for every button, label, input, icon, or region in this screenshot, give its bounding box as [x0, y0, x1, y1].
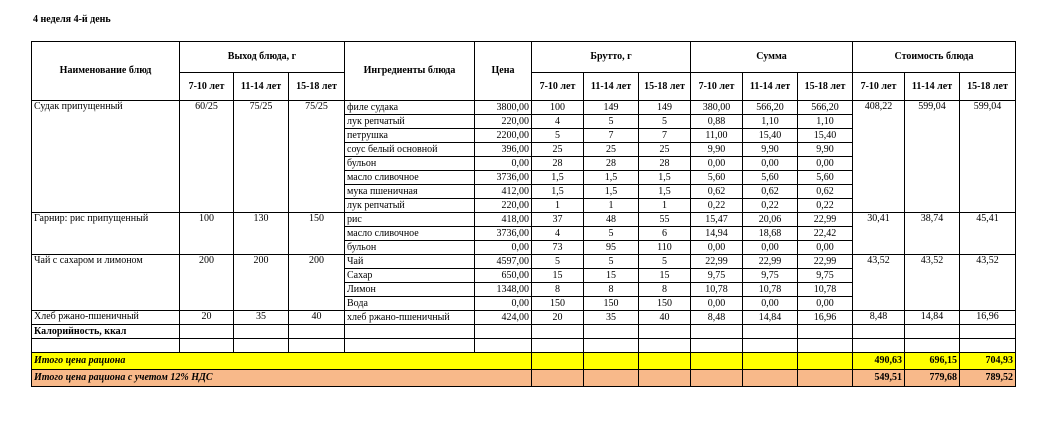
brutto-value: 5	[532, 255, 584, 269]
sum-value: 15,40	[798, 129, 853, 143]
sum-value: 566,20	[798, 101, 853, 115]
ingredient-name: Лимон	[345, 283, 475, 297]
sum-value: 0,00	[798, 241, 853, 255]
sum-value: 22,42	[798, 227, 853, 241]
brutto-value: 1,5	[532, 171, 584, 185]
sum-value: 22,99	[691, 255, 743, 269]
brutto-value: 5	[584, 255, 639, 269]
ingredient-name: масло сливочное	[345, 171, 475, 185]
total-vat-label: Итого цена рациона с учетом 12% НДС	[32, 370, 532, 387]
table-row	[32, 255, 1016, 269]
brutto-value: 73	[532, 241, 584, 255]
dish-cost: 599,04	[960, 101, 1016, 213]
ingredient-name: бульон	[345, 241, 475, 255]
ingredient-name: филе судака	[345, 101, 475, 115]
sum-value: 0,00	[691, 241, 743, 255]
brutto-value: 8	[532, 283, 584, 297]
brutto-value: 1,5	[584, 171, 639, 185]
sum-value: 0,00	[798, 297, 853, 311]
total-vat-value: 779,68	[905, 370, 960, 387]
table-row	[32, 213, 1016, 227]
brutto-value: 7	[584, 129, 639, 143]
brutto-value: 40	[639, 311, 691, 325]
dish-cost: 408,22	[853, 101, 905, 213]
header-cost-age1: 7-10 лет	[853, 73, 905, 101]
brutto-value: 8	[584, 283, 639, 297]
header-name: Наименование блюд	[32, 42, 180, 101]
ingredient-price: 396,00	[475, 143, 532, 157]
dish-yield: 75/25	[289, 101, 345, 213]
dish-yield: 40	[289, 311, 345, 325]
header-brutto-age1: 7-10 лет	[532, 73, 584, 101]
brutto-value: 149	[584, 101, 639, 115]
header-brutto: Брутто, г	[532, 42, 691, 73]
ingredient-price: 4597,00	[475, 255, 532, 269]
ingredient-price: 418,00	[475, 213, 532, 227]
dish-yield: 150	[289, 213, 345, 255]
ingredient-name: рис	[345, 213, 475, 227]
ingredient-name: масло сливочное	[345, 227, 475, 241]
header-cost-age2: 11-14 лет	[905, 73, 960, 101]
brutto-value: 150	[639, 297, 691, 311]
ingredient-name: Вода	[345, 297, 475, 311]
ingredient-price: 650,00	[475, 269, 532, 283]
sum-value: 0,22	[743, 199, 798, 213]
sum-value: 0,62	[798, 185, 853, 199]
sum-value: 8,48	[691, 311, 743, 325]
brutto-value: 110	[639, 241, 691, 255]
header-sum-age1: 7-10 лет	[691, 73, 743, 101]
header-cost: Стоимость блюда	[853, 42, 1016, 73]
header-brutto-age3: 15-18 лет	[639, 73, 691, 101]
dish-yield: 75/25	[234, 101, 289, 213]
dish-name: Гарнир: рис припущенный	[32, 213, 180, 255]
ingredient-price: 0,00	[475, 297, 532, 311]
header-yield: Выход блюда, г	[180, 42, 345, 73]
ingredient-price: 2200,00	[475, 129, 532, 143]
sum-value: 10,78	[798, 283, 853, 297]
brutto-value: 1,5	[532, 185, 584, 199]
ingredient-price: 3800,00	[475, 101, 532, 115]
brutto-value: 100	[532, 101, 584, 115]
sum-value: 0,00	[743, 157, 798, 171]
ingredient-price: 424,00	[475, 311, 532, 325]
total-vat-value: 549,51	[853, 370, 905, 387]
brutto-value: 1,5	[584, 185, 639, 199]
dish-yield: 200	[289, 255, 345, 311]
brutto-value: 8	[639, 283, 691, 297]
dish-cost: 8,48	[853, 311, 905, 325]
sum-value: 15,40	[743, 129, 798, 143]
brutto-value: 4	[532, 115, 584, 129]
dish-name: Хлеб ржано-пшеничный	[32, 311, 180, 325]
brutto-value: 5	[639, 255, 691, 269]
brutto-value: 4	[532, 227, 584, 241]
ingredient-name: лук репчатый	[345, 115, 475, 129]
header-sum-age3: 15-18 лет	[798, 73, 853, 101]
dish-cost: 599,04	[905, 101, 960, 213]
brutto-value: 150	[532, 297, 584, 311]
sum-value: 9,75	[691, 269, 743, 283]
brutto-value: 28	[584, 157, 639, 171]
brutto-value: 28	[639, 157, 691, 171]
sum-value: 5,60	[691, 171, 743, 185]
sum-value: 5,60	[743, 171, 798, 185]
sum-value: 0,22	[798, 199, 853, 213]
dish-rows	[32, 101, 1016, 325]
brutto-value: 35	[584, 311, 639, 325]
brutto-value: 95	[584, 241, 639, 255]
total-vat-row	[32, 370, 1016, 387]
brutto-value: 1	[639, 199, 691, 213]
sum-value: 9,90	[691, 143, 743, 157]
sum-value: 9,75	[743, 269, 798, 283]
brutto-value: 20	[532, 311, 584, 325]
sum-value: 18,68	[743, 227, 798, 241]
sum-value: 0,00	[691, 157, 743, 171]
sum-value: 0,00	[743, 297, 798, 311]
dish-yield: 35	[234, 311, 289, 325]
dish-yield: 60/25	[180, 101, 234, 213]
sum-value: 9,90	[798, 143, 853, 157]
sum-value: 1,10	[743, 115, 798, 129]
dish-yield: 20	[180, 311, 234, 325]
ingredient-price: 3736,00	[475, 227, 532, 241]
total-row	[32, 353, 1016, 370]
total-value: 696,15	[905, 353, 960, 370]
header-cost-age3: 15-18 лет	[960, 73, 1016, 101]
dish-cost: 16,96	[960, 311, 1016, 325]
ingredient-name: бульон	[345, 157, 475, 171]
sum-value: 0,62	[691, 185, 743, 199]
ingredient-name: мука пшеничная	[345, 185, 475, 199]
brutto-value: 25	[584, 143, 639, 157]
brutto-value: 48	[584, 213, 639, 227]
calories-label: Калорийность, ккал	[32, 325, 180, 339]
brutto-value: 5	[532, 129, 584, 143]
brutto-value: 15	[584, 269, 639, 283]
sum-value: 0,22	[691, 199, 743, 213]
sum-value: 14,94	[691, 227, 743, 241]
header-price: Цена	[475, 42, 532, 101]
brutto-value: 1	[584, 199, 639, 213]
brutto-value: 1,5	[639, 185, 691, 199]
table-row	[32, 311, 1016, 325]
sum-value: 0,00	[743, 241, 798, 255]
sum-value: 0,62	[743, 185, 798, 199]
dish-cost: 45,41	[960, 213, 1016, 255]
dish-cost: 43,52	[960, 255, 1016, 311]
ingredient-price: 0,00	[475, 157, 532, 171]
header-yield-age2: 11-14 лет	[234, 73, 289, 101]
total-vat-value: 789,52	[960, 370, 1016, 387]
header-sum-age2: 11-14 лет	[743, 73, 798, 101]
brutto-value: 55	[639, 213, 691, 227]
dish-name: Чай с сахаром и лимоном	[32, 255, 180, 311]
brutto-value: 6	[639, 227, 691, 241]
ingredient-price: 1348,00	[475, 283, 532, 297]
dish-yield: 100	[180, 213, 234, 255]
header-yield-age1: 7-10 лет	[180, 73, 234, 101]
sum-value: 11,00	[691, 129, 743, 143]
sum-value: 14,84	[743, 311, 798, 325]
sum-value: 22,99	[743, 255, 798, 269]
brutto-value: 37	[532, 213, 584, 227]
header-sum: Сумма	[691, 42, 853, 73]
sum-value: 1,10	[798, 115, 853, 129]
sum-value: 10,78	[743, 283, 798, 297]
sum-value: 380,00	[691, 101, 743, 115]
brutto-value: 25	[639, 143, 691, 157]
sum-value: 22,99	[798, 255, 853, 269]
brutto-value: 5	[584, 227, 639, 241]
ingredient-name: хлеб ржано-пшеничный	[345, 311, 475, 325]
dish-yield: 200	[180, 255, 234, 311]
sum-value: 566,20	[743, 101, 798, 115]
dish-cost: 14,84	[905, 311, 960, 325]
sum-value: 0,00	[798, 157, 853, 171]
dish-name: Судак припущенный	[32, 101, 180, 213]
sum-value: 0,88	[691, 115, 743, 129]
ingredient-price: 412,00	[475, 185, 532, 199]
total-label: Итого цена рациона	[32, 353, 532, 370]
sum-value: 10,78	[691, 283, 743, 297]
header-brutto-age2: 11-14 лет	[584, 73, 639, 101]
ingredient-price: 220,00	[475, 115, 532, 129]
brutto-value: 149	[639, 101, 691, 115]
sum-value: 22,99	[798, 213, 853, 227]
brutto-value: 25	[532, 143, 584, 157]
ingredient-price: 3736,00	[475, 171, 532, 185]
ingredient-name: петрушка	[345, 129, 475, 143]
dish-cost: 43,52	[853, 255, 905, 311]
sum-value: 15,47	[691, 213, 743, 227]
menu-table	[31, 41, 1016, 387]
header-ingredients: Ингредиенты блюда	[345, 42, 475, 101]
dish-cost: 30,41	[853, 213, 905, 255]
ingredient-name: лук репчатый	[345, 199, 475, 213]
total-value: 704,93	[960, 353, 1016, 370]
dish-yield: 130	[234, 213, 289, 255]
ingredient-name: соус белый основной	[345, 143, 475, 157]
dish-cost: 43,52	[905, 255, 960, 311]
ingredient-price: 220,00	[475, 199, 532, 213]
brutto-value: 5	[584, 115, 639, 129]
sum-value: 0,00	[691, 297, 743, 311]
ingredient-price: 0,00	[475, 241, 532, 255]
brutto-value: 150	[584, 297, 639, 311]
dish-cost: 38,74	[905, 213, 960, 255]
ingredient-name: Чай	[345, 255, 475, 269]
sum-value: 16,96	[798, 311, 853, 325]
brutto-value: 1,5	[639, 171, 691, 185]
table-row	[32, 101, 1016, 115]
sum-value: 9,90	[743, 143, 798, 157]
header-yield-age3: 15-18 лет	[289, 73, 345, 101]
dish-yield: 200	[234, 255, 289, 311]
brutto-value: 1	[532, 199, 584, 213]
page-title: 4 неделя 4-й день	[33, 14, 111, 25]
sum-value: 5,60	[798, 171, 853, 185]
ingredient-name: Сахар	[345, 269, 475, 283]
brutto-value: 28	[532, 157, 584, 171]
brutto-value: 15	[532, 269, 584, 283]
brutto-value: 7	[639, 129, 691, 143]
brutto-value: 15	[639, 269, 691, 283]
total-value: 490,63	[853, 353, 905, 370]
brutto-value: 5	[639, 115, 691, 129]
sum-value: 9,75	[798, 269, 853, 283]
sum-value: 20,06	[743, 213, 798, 227]
